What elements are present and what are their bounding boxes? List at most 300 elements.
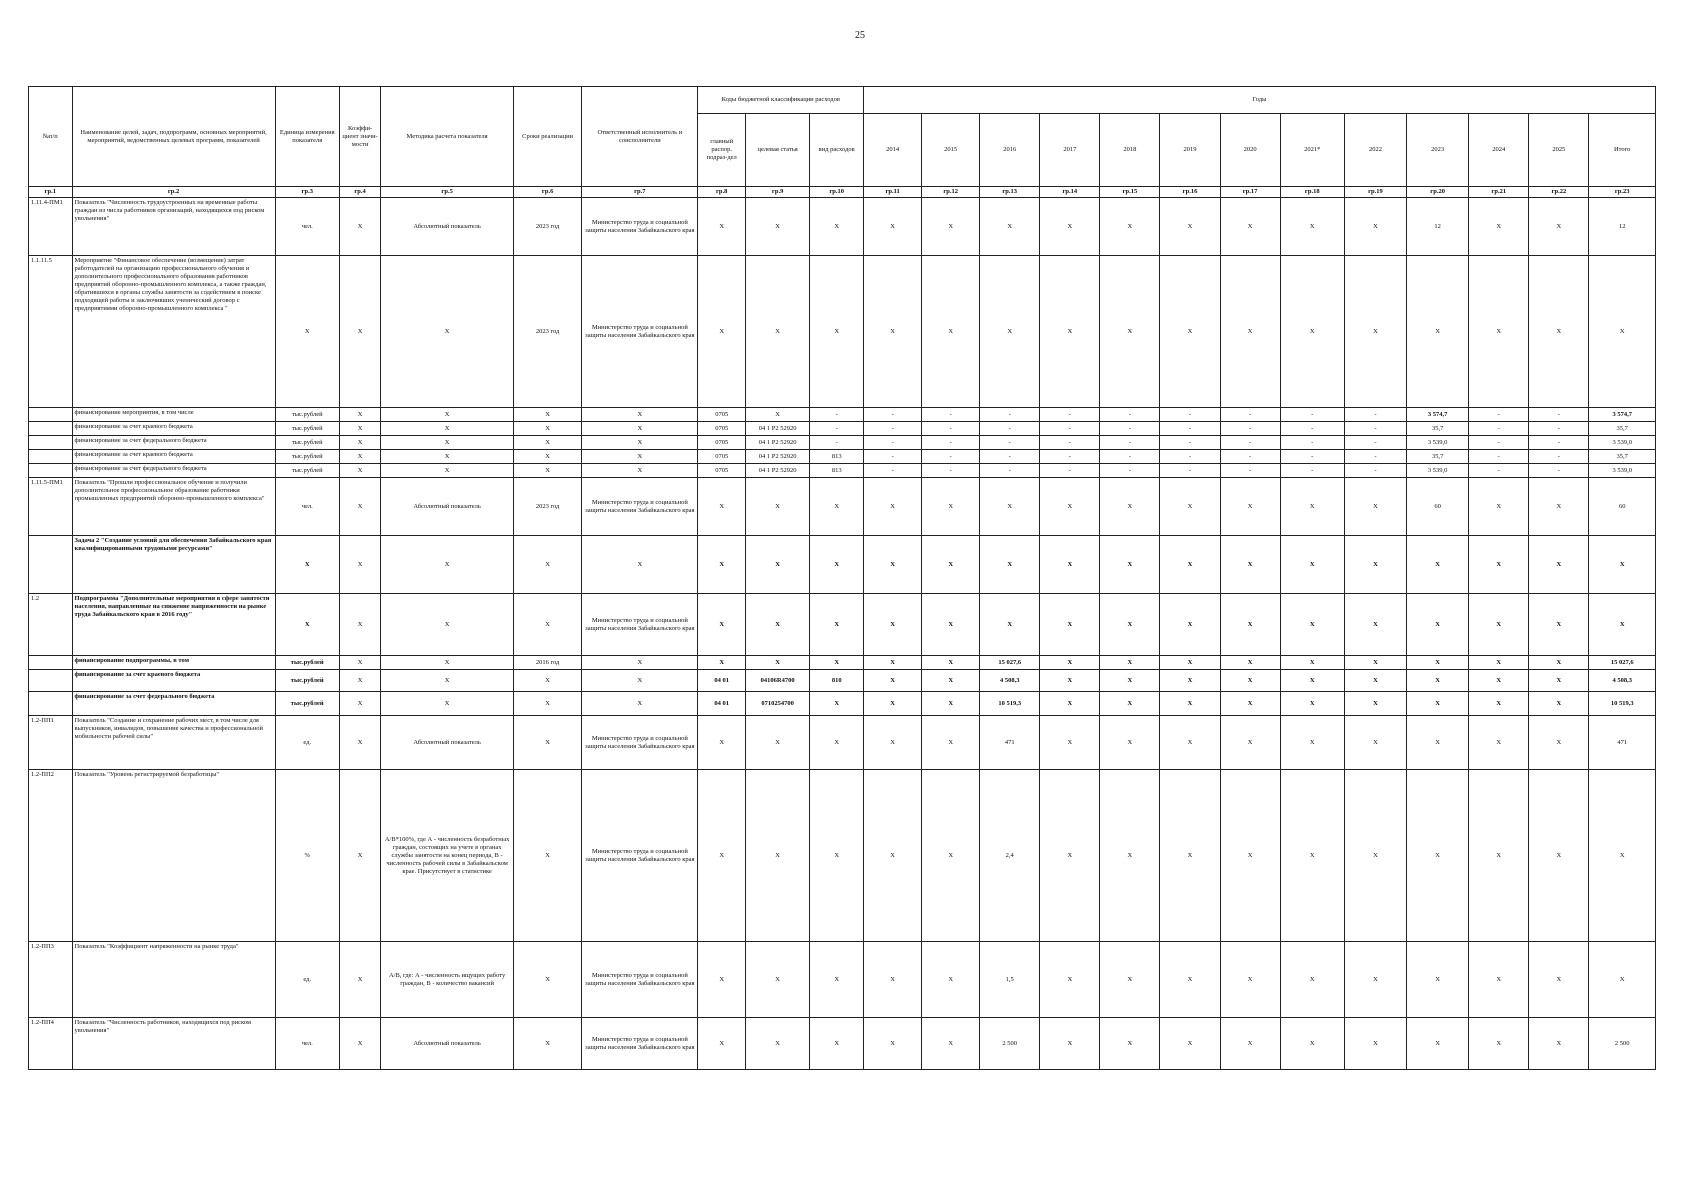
- total-cell: 3 574,7: [1589, 408, 1656, 422]
- coef-cell: Х: [339, 464, 380, 478]
- code-vr-cell: Х: [810, 1018, 864, 1070]
- coef-cell: Х: [339, 770, 380, 942]
- year-value-cell: -: [1040, 464, 1100, 478]
- year-value-cell: Х: [1280, 478, 1344, 536]
- code-cs-cell: Х: [746, 256, 810, 408]
- code-cs-cell: 04 1 Р2 52920: [746, 464, 810, 478]
- code-gr-cell: 0705: [698, 436, 746, 450]
- year-value-cell: 471: [980, 716, 1040, 770]
- column-number-cell: гр.10: [810, 187, 864, 198]
- program-table: [28, 86, 1656, 1070]
- column-number-cell: гр.1: [29, 187, 73, 198]
- year-value-cell: -: [864, 464, 922, 478]
- year-value-cell: -: [1280, 436, 1344, 450]
- column-number-cell: гр.17: [1220, 187, 1280, 198]
- table-row: [29, 536, 1656, 594]
- header-year: 2017: [1040, 114, 1100, 187]
- responsible-cell: Министерство труда и социальной защиты населения Забайкальского края: [582, 942, 698, 1018]
- year-value-cell: Х: [1280, 716, 1344, 770]
- row-name: финансирование мероприятия, в том числе: [72, 408, 275, 422]
- year-value-cell: -: [922, 464, 980, 478]
- table-row: [29, 670, 1656, 692]
- year-value-cell: Х: [864, 942, 922, 1018]
- method-cell: Абсолютный показатель: [381, 1018, 514, 1070]
- year-value-cell: Х: [1160, 536, 1220, 594]
- year-value-cell: -: [1160, 464, 1220, 478]
- year-value-cell: Х: [1160, 942, 1220, 1018]
- year-value-cell: Х: [1280, 770, 1344, 942]
- year-value-cell: -: [1040, 450, 1100, 464]
- method-cell: Х: [381, 464, 514, 478]
- row-name: Показатель "Уровень регистрируемой безработицы": [72, 770, 275, 942]
- row-name: Показатель "Численность трудоустроенных на временные работы граждан из числа работников организаций, находящихся под риском увольнения": [72, 198, 275, 256]
- year-value-cell: Х: [1040, 770, 1100, 942]
- year-value-cell: 3 539,0: [1407, 436, 1469, 450]
- responsible-cell: Министерство труда и социальной защиты населения Забайкальского края: [582, 716, 698, 770]
- header-year: 2014: [864, 114, 922, 187]
- year-value-cell: Х: [980, 198, 1040, 256]
- year-value-cell: Х: [1220, 692, 1280, 716]
- year-value-cell: Х: [922, 1018, 980, 1070]
- coef-cell: Х: [339, 1018, 380, 1070]
- unit-cell: тыс.рублей: [275, 436, 339, 450]
- year-value-cell: Х: [1100, 256, 1160, 408]
- year-value-cell: Х: [1469, 256, 1529, 408]
- year-value-cell: Х: [1407, 256, 1469, 408]
- year-value-cell: Х: [1160, 478, 1220, 536]
- table-row: [29, 942, 1656, 1018]
- column-number-cell: гр.19: [1344, 187, 1406, 198]
- year-value-cell: Х: [1407, 656, 1469, 670]
- row-number: [29, 422, 73, 436]
- term-cell: Х: [513, 536, 581, 594]
- table-row: [29, 1018, 1656, 1070]
- row-name: Показатель "Коэффициент напряженности на рынке труда": [72, 942, 275, 1018]
- coef-cell: Х: [339, 408, 380, 422]
- column-number-cell: гр.2: [72, 187, 275, 198]
- year-value-cell: Х: [1469, 656, 1529, 670]
- year-value-cell: Х: [1280, 256, 1344, 408]
- row-number: [29, 464, 73, 478]
- table-row: [29, 594, 1656, 656]
- year-value-cell: -: [864, 408, 922, 422]
- year-value-cell: -: [1040, 422, 1100, 436]
- year-value-cell: Х: [980, 256, 1040, 408]
- year-value-cell: -: [1280, 464, 1344, 478]
- term-cell: Х: [513, 770, 581, 942]
- row-number: 1.11.4-ПМ1: [29, 198, 73, 256]
- year-value-cell: Х: [864, 198, 922, 256]
- year-value-cell: Х: [1280, 536, 1344, 594]
- term-cell: Х: [513, 594, 581, 656]
- year-value-cell: Х: [1344, 256, 1406, 408]
- year-value-cell: Х: [922, 256, 980, 408]
- table-row: [29, 770, 1656, 942]
- responsible-cell: Х: [582, 656, 698, 670]
- column-number-cell: гр.6: [513, 187, 581, 198]
- column-number-cell: гр.3: [275, 187, 339, 198]
- year-value-cell: Х: [864, 594, 922, 656]
- responsible-cell: Х: [582, 536, 698, 594]
- year-value-cell: Х: [1344, 198, 1406, 256]
- code-gr-cell: 04 01: [698, 670, 746, 692]
- code-gr-cell: 04 01: [698, 692, 746, 716]
- year-value-cell: Х: [1040, 670, 1100, 692]
- unit-cell: тыс.рублей: [275, 422, 339, 436]
- code-vr-cell: 813: [810, 450, 864, 464]
- code-vr-cell: 813: [810, 464, 864, 478]
- code-gr-cell: 0705: [698, 408, 746, 422]
- year-value-cell: -: [1280, 450, 1344, 464]
- year-value-cell: Х: [864, 716, 922, 770]
- responsible-cell: Х: [582, 692, 698, 716]
- term-cell: Х: [513, 1018, 581, 1070]
- method-cell: Абсолютный показатель: [381, 716, 514, 770]
- table-row: [29, 408, 1656, 422]
- year-value-cell: -: [1529, 408, 1589, 422]
- year-value-cell: Х: [980, 478, 1040, 536]
- year-value-cell: 2 500: [980, 1018, 1040, 1070]
- year-value-cell: 3 574,7: [1407, 408, 1469, 422]
- year-value-cell: Х: [1407, 670, 1469, 692]
- year-value-cell: Х: [1220, 198, 1280, 256]
- table-row: [29, 256, 1656, 408]
- header-year: 2022: [1344, 114, 1406, 187]
- code-cs-cell: Х: [746, 594, 810, 656]
- unit-cell: тыс.рублей: [275, 464, 339, 478]
- year-value-cell: Х: [1040, 942, 1100, 1018]
- year-value-cell: -: [1160, 436, 1220, 450]
- year-value-cell: Х: [1040, 716, 1100, 770]
- year-value-cell: -: [1160, 408, 1220, 422]
- column-number-cell: гр.13: [980, 187, 1040, 198]
- year-value-cell: Х: [1100, 656, 1160, 670]
- method-cell: Х: [381, 692, 514, 716]
- year-value-cell: Х: [1220, 716, 1280, 770]
- term-cell: Х: [513, 692, 581, 716]
- year-value-cell: Х: [1529, 942, 1589, 1018]
- year-value-cell: Х: [922, 770, 980, 942]
- year-value-cell: Х: [1407, 942, 1469, 1018]
- coef-cell: Х: [339, 716, 380, 770]
- year-value-cell: -: [1220, 436, 1280, 450]
- year-value-cell: Х: [1220, 594, 1280, 656]
- code-gr-cell: 0705: [698, 422, 746, 436]
- year-value-cell: Х: [1469, 942, 1529, 1018]
- header-code-gr: главный распор. подраз-дел: [698, 114, 746, 187]
- year-value-cell: -: [1344, 450, 1406, 464]
- year-value-cell: Х: [1529, 656, 1589, 670]
- table-row: [29, 692, 1656, 716]
- table-row: [29, 422, 1656, 436]
- term-cell: Х: [513, 422, 581, 436]
- code-cs-cell: 04 1 Р2 52920: [746, 436, 810, 450]
- unit-cell: тыс.рублей: [275, 670, 339, 692]
- unit-cell: ед.: [275, 942, 339, 1018]
- row-name: финансирование за счет краевого бюджета: [72, 450, 275, 464]
- unit-cell: %: [275, 770, 339, 942]
- year-value-cell: Х: [1407, 770, 1469, 942]
- year-value-cell: Х: [1469, 198, 1529, 256]
- row-number: 1.11.5-ПМ1: [29, 478, 73, 536]
- total-cell: Х: [1589, 770, 1656, 942]
- table-row: [29, 450, 1656, 464]
- year-value-cell: Х: [1100, 478, 1160, 536]
- row-name: финансирование за счет краевого бюджета: [72, 670, 275, 692]
- method-cell: Х: [381, 436, 514, 450]
- year-value-cell: Х: [1160, 656, 1220, 670]
- year-value-cell: -: [1344, 408, 1406, 422]
- term-cell: Х: [513, 716, 581, 770]
- responsible-cell: Министерство труда и социальной защиты населения Забайкальского края: [582, 594, 698, 656]
- year-value-cell: -: [864, 436, 922, 450]
- coef-cell: Х: [339, 536, 380, 594]
- year-value-cell: -: [922, 422, 980, 436]
- year-value-cell: Х: [1469, 716, 1529, 770]
- year-value-cell: Х: [922, 656, 980, 670]
- code-cs-cell: Х: [746, 716, 810, 770]
- term-cell: Х: [513, 408, 581, 422]
- year-value-cell: Х: [1100, 536, 1160, 594]
- year-value-cell: Х: [1040, 536, 1100, 594]
- year-value-cell: Х: [1469, 478, 1529, 536]
- row-number: 1.2-ПП4: [29, 1018, 73, 1070]
- table-row: [29, 436, 1656, 450]
- year-value-cell: 12: [1407, 198, 1469, 256]
- code-gr-cell: Х: [698, 536, 746, 594]
- year-value-cell: -: [922, 436, 980, 450]
- code-gr-cell: Х: [698, 594, 746, 656]
- column-number-cell: гр.7: [582, 187, 698, 198]
- year-value-cell: -: [922, 408, 980, 422]
- responsible-cell: Министерство труда и социальной защиты населения Забайкальского края: [582, 478, 698, 536]
- year-value-cell: Х: [1344, 670, 1406, 692]
- year-value-cell: Х: [864, 536, 922, 594]
- row-number: 1.1.11.5: [29, 256, 73, 408]
- code-vr-cell: 810: [810, 670, 864, 692]
- table-row: [29, 478, 1656, 536]
- column-number-cell: гр.9: [746, 187, 810, 198]
- responsible-cell: Х: [582, 464, 698, 478]
- year-value-cell: Х: [864, 656, 922, 670]
- year-value-cell: Х: [1469, 692, 1529, 716]
- header-term: Сроки реализации: [513, 87, 581, 187]
- year-value-cell: Х: [864, 478, 922, 536]
- year-value-cell: Х: [922, 594, 980, 656]
- row-name: Задача 2 "Создание условий для обеспечения Забайкальского края квалифицированными трудовыми ресурсами": [72, 536, 275, 594]
- code-cs-cell: 04106R4700: [746, 670, 810, 692]
- total-cell: 12: [1589, 198, 1656, 256]
- year-value-cell: -: [1469, 408, 1529, 422]
- year-value-cell: Х: [1160, 670, 1220, 692]
- year-value-cell: Х: [922, 536, 980, 594]
- year-value-cell: Х: [1100, 1018, 1160, 1070]
- year-value-cell: Х: [1344, 1018, 1406, 1070]
- year-value-cell: 35,7: [1407, 450, 1469, 464]
- column-number-cell: гр.14: [1040, 187, 1100, 198]
- header-coef: Коэффи-циент значи-мости: [339, 87, 380, 187]
- code-gr-cell: Х: [698, 478, 746, 536]
- year-value-cell: 35,7: [1407, 422, 1469, 436]
- row-name: финансирование за счет федерального бюджета: [72, 436, 275, 450]
- year-value-cell: 4 508,3: [980, 670, 1040, 692]
- method-cell: Х: [381, 450, 514, 464]
- coef-cell: Х: [339, 450, 380, 464]
- code-vr-cell: -: [810, 436, 864, 450]
- year-value-cell: Х: [1529, 536, 1589, 594]
- year-value-cell: Х: [1344, 594, 1406, 656]
- year-value-cell: Х: [1040, 692, 1100, 716]
- code-vr-cell: Х: [810, 716, 864, 770]
- year-value-cell: Х: [1100, 594, 1160, 656]
- year-value-cell: Х: [1220, 536, 1280, 594]
- year-value-cell: -: [1469, 450, 1529, 464]
- year-value-cell: Х: [1407, 594, 1469, 656]
- coef-cell: Х: [339, 594, 380, 656]
- code-cs-cell: Х: [746, 942, 810, 1018]
- row-name: финансирование за счет краевого бюджета: [72, 422, 275, 436]
- year-value-cell: -: [864, 450, 922, 464]
- responsible-cell: Министерство труда и социальной защиты населения Забайкальского края: [582, 770, 698, 942]
- code-cs-cell: Х: [746, 408, 810, 422]
- term-cell: Х: [513, 464, 581, 478]
- year-value-cell: Х: [1529, 198, 1589, 256]
- code-vr-cell: Х: [810, 656, 864, 670]
- total-cell: Х: [1589, 536, 1656, 594]
- row-number: 1.2-ПП3: [29, 942, 73, 1018]
- year-value-cell: Х: [1100, 942, 1160, 1018]
- header-code-vr: вид расходов: [810, 114, 864, 187]
- coef-cell: Х: [339, 422, 380, 436]
- header-year: 2016: [980, 114, 1040, 187]
- year-value-cell: -: [922, 450, 980, 464]
- unit-cell: ед.: [275, 716, 339, 770]
- year-value-cell: -: [1040, 436, 1100, 450]
- row-number: [29, 450, 73, 464]
- year-value-cell: Х: [1280, 670, 1344, 692]
- coef-cell: Х: [339, 478, 380, 536]
- total-cell: Х: [1589, 256, 1656, 408]
- year-value-cell: Х: [922, 716, 980, 770]
- code-gr-cell: Х: [698, 1018, 746, 1070]
- year-value-cell: Х: [1040, 478, 1100, 536]
- year-value-cell: 2,4: [980, 770, 1040, 942]
- code-vr-cell: Х: [810, 198, 864, 256]
- total-cell: 35,7: [1589, 422, 1656, 436]
- header-responsible: Ответственный исполнитель и соисполнители: [582, 87, 698, 187]
- year-value-cell: -: [1529, 464, 1589, 478]
- header-total: Итого: [1589, 114, 1656, 187]
- year-value-cell: -: [980, 464, 1040, 478]
- column-number-cell: гр.4: [339, 187, 380, 198]
- year-value-cell: Х: [1469, 670, 1529, 692]
- column-number-cell: гр.12: [922, 187, 980, 198]
- term-cell: Х: [513, 670, 581, 692]
- header-year: 2021*: [1280, 114, 1344, 187]
- year-value-cell: Х: [1040, 256, 1100, 408]
- term-cell: Х: [513, 942, 581, 1018]
- coef-cell: Х: [339, 198, 380, 256]
- year-value-cell: Х: [1529, 770, 1589, 942]
- year-value-cell: Х: [1040, 198, 1100, 256]
- year-value-cell: Х: [1220, 256, 1280, 408]
- code-vr-cell: Х: [810, 256, 864, 408]
- code-vr-cell: -: [810, 422, 864, 436]
- code-gr-cell: Х: [698, 256, 746, 408]
- code-cs-cell: Х: [746, 536, 810, 594]
- year-value-cell: 60: [1407, 478, 1469, 536]
- column-number-cell: гр.18: [1280, 187, 1344, 198]
- code-vr-cell: Х: [810, 942, 864, 1018]
- code-gr-cell: Х: [698, 198, 746, 256]
- year-value-cell: Х: [1344, 478, 1406, 536]
- header-year: 2023: [1407, 114, 1469, 187]
- method-cell: Х: [381, 656, 514, 670]
- method-cell: Х: [381, 256, 514, 408]
- page-number: 25: [855, 30, 865, 41]
- year-value-cell: Х: [1529, 256, 1589, 408]
- year-value-cell: -: [1160, 450, 1220, 464]
- coef-cell: Х: [339, 656, 380, 670]
- year-value-cell: -: [1220, 450, 1280, 464]
- responsible-cell: Х: [582, 408, 698, 422]
- year-value-cell: Х: [1280, 692, 1344, 716]
- method-cell: А/В*100%, где А - численность безработных граждан, состоящих на учете в органах службы занятости на конец периода, В - численность рабочей силы в Забайкальском крае. Присутствует в статистике: [381, 770, 514, 942]
- code-cs-cell: Х: [746, 1018, 810, 1070]
- code-gr-cell: Х: [698, 770, 746, 942]
- year-value-cell: Х: [1160, 1018, 1220, 1070]
- year-value-cell: -: [1280, 408, 1344, 422]
- unit-cell: чел.: [275, 478, 339, 536]
- method-cell: Абсолютный показатель: [381, 478, 514, 536]
- total-cell: 3 539,0: [1589, 436, 1656, 450]
- year-value-cell: Х: [1280, 198, 1344, 256]
- year-value-cell: -: [1529, 436, 1589, 450]
- year-value-cell: -: [1100, 450, 1160, 464]
- year-value-cell: Х: [864, 256, 922, 408]
- unit-cell: Х: [275, 256, 339, 408]
- year-value-cell: -: [1469, 422, 1529, 436]
- header-years-group: Годы: [864, 87, 1656, 114]
- year-value-cell: -: [980, 450, 1040, 464]
- year-value-cell: -: [1100, 464, 1160, 478]
- term-cell: Х: [513, 450, 581, 464]
- code-vr-cell: Х: [810, 478, 864, 536]
- year-value-cell: -: [1344, 422, 1406, 436]
- unit-cell: Х: [275, 594, 339, 656]
- responsible-cell: Х: [582, 670, 698, 692]
- code-cs-cell: Х: [746, 770, 810, 942]
- term-cell: 2016 год: [513, 656, 581, 670]
- code-cs-cell: 0710254700: [746, 692, 810, 716]
- header-code-cs: целевая статья: [746, 114, 810, 187]
- total-cell: 35,7: [1589, 450, 1656, 464]
- year-value-cell: Х: [1344, 656, 1406, 670]
- year-value-cell: Х: [864, 692, 922, 716]
- row-name: Мероприятие "Финансовое обеспечение (возмещение) затрат работодателей на организацию профессионального обучения и дополнительного профессионального образования работников предприятий оборонно-промышленного комплекса, а также граждан, обратившихся в органы службы занятости за содействием в поиске подходящей работы и заключивших ученический договор с предприятиями оборонно-промышленного комплекса ": [72, 256, 275, 408]
- row-name: финансирование за счет федерального бюджета: [72, 692, 275, 716]
- header-year: 2025: [1529, 114, 1589, 187]
- column-number-cell: гр.5: [381, 187, 514, 198]
- header-method: Методика расчета показателя: [381, 87, 514, 187]
- header-year: 2015: [922, 114, 980, 187]
- year-value-cell: Х: [980, 594, 1040, 656]
- year-value-cell: -: [1100, 436, 1160, 450]
- column-number-cell: гр.20: [1407, 187, 1469, 198]
- code-cs-cell: Х: [746, 198, 810, 256]
- code-gr-cell: Х: [698, 942, 746, 1018]
- year-value-cell: -: [1344, 436, 1406, 450]
